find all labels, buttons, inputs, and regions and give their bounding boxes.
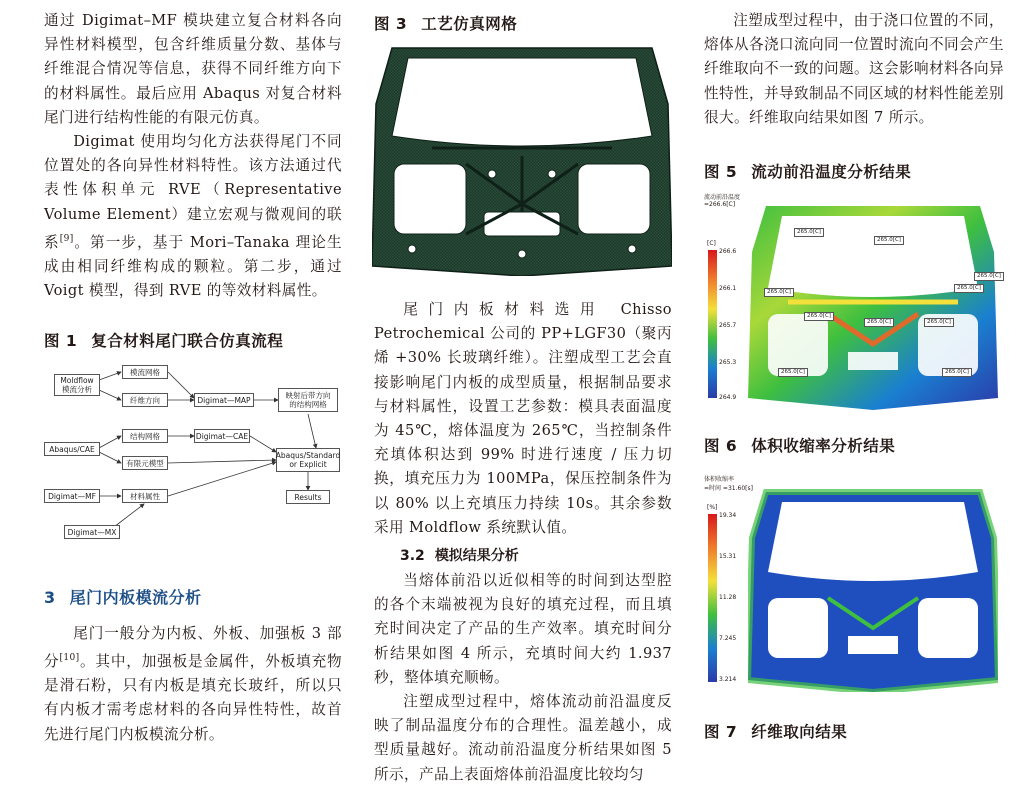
subsection-number: 3.2 — [400, 548, 425, 565]
paragraph-text: Digimat 使用均匀化方法获得尾门不同位置处的各向异性材料特性。该方法通过代表性体积单元 RVE（Representative Volume Element）建立宏观与微观间的联系 — [44, 133, 342, 251]
color-scale — [708, 250, 717, 398]
shrinkage-contour — [748, 488, 998, 692]
column-2-text — [374, 298, 672, 787]
probe-label: 265.0[C] — [778, 368, 808, 377]
citation: [10] — [59, 653, 80, 664]
legend-unit: [%] — [707, 504, 718, 511]
probe-label: 265.0[C] — [874, 236, 904, 245]
figure-6-caption — [704, 434, 1004, 456]
paragraph-text: 。第一步，基于 Mori–Tanaka 理论生成由相同纤维构成的颗粒。第二步，通过 Voigt 模型，得到 RVE 的等效材料属性。 — [44, 233, 342, 300]
section-number: 3 — [44, 588, 56, 607]
legend-tick: 7.245 — [719, 635, 737, 642]
flow-box-abaqus-standard: Abaqus/Standard or Explicit — [276, 448, 340, 472]
legend-tick: 15.31 — [719, 553, 737, 560]
paragraph-homogenization — [44, 130, 342, 303]
paragraph-material: 尾门内板材料选用 Chisso Petrochemical 公司的 PP+LGF30（聚丙烯 +30% 长玻璃纤维）。注塑成型工艺会直接影响尾门内板的成型质量，根据制品要求与材料属性，设置工艺参数：模具表面温度为 45℃，熔体温度为 265℃，当控制条件充填体积达到 99% 时进行速度 / 压力切换，填充压力为 100MPa，保压控制条件为以 80% 以上充填压力持续 10s。其余参数采用 Moldflow 系统默认值。 — [374, 301, 672, 536]
figure-number: 图 7 — [704, 723, 738, 741]
figure-number: 图 5 — [704, 163, 738, 182]
probe-label: 265.0[C] — [794, 228, 824, 237]
citation: [9] — [59, 233, 74, 244]
legend-tick: 266.1 — [719, 285, 737, 292]
probe-label: 265.0[C] — [954, 284, 984, 293]
temperature-contour — [748, 202, 998, 410]
column-3 — [704, 0, 1004, 182]
legend-subtitle: =266.6[C] — [704, 201, 736, 208]
legend-title: 流动前沿温度 — [704, 194, 741, 201]
figure-5-caption — [704, 160, 1004, 182]
flow-box-digimat-mf: Digimat—MF — [44, 489, 100, 503]
flow-box-digimat-mx: Digimat—MX — [64, 525, 120, 539]
subsection-title: 模拟结果分析 — [434, 548, 519, 565]
legend-tick: 11.28 — [719, 594, 737, 601]
paragraph-tailgate-parts — [44, 622, 342, 747]
figure-title: 流动前沿温度分析结果 — [751, 163, 912, 182]
color-scale — [708, 514, 717, 682]
flow-box-material-properties: 材料属性 — [122, 489, 168, 503]
flow-box-moldflow: Moldflow 模流分析 — [54, 374, 100, 396]
column-3-fig6 — [704, 434, 1004, 456]
flow-box-mapped-mesh: 映射后带方向 的结构网格 — [278, 388, 338, 412]
figure-number: 图 3 — [374, 15, 408, 33]
flow-box-results: Results — [286, 490, 330, 504]
probe-label: 265.0[C] — [924, 318, 954, 327]
flow-box-abaqus-cae: Abaqus/CAE — [44, 442, 100, 456]
probe-label: 265.0[C] — [764, 288, 794, 297]
column-3-fig7 — [704, 720, 1004, 742]
probe-label: 265.0[C] — [942, 368, 972, 377]
figure-6-plot — [704, 474, 1004, 692]
legend-tick: 265.7 — [719, 322, 737, 329]
column-1 — [44, 0, 342, 351]
flow-box-digimat-map: Digimat—MAP — [194, 393, 254, 407]
probe-label: 265.0[C] — [864, 318, 894, 327]
figure-title: 纤维取向结果 — [751, 723, 848, 741]
legend-tick: 264.9 — [719, 394, 737, 401]
paragraph-filling: 当熔体前沿以近似相等的时间到达型腔的各个末端被视为良好的填充过程，而且填充时间决定了产品的生产效率。填充时间分析结果如图 4 所示，充填时间大约 1.937 秒，整体填充顺畅。 — [374, 572, 672, 686]
figure-5-plot — [704, 192, 1004, 410]
figure-number: 图 6 — [704, 437, 738, 455]
figure-1-caption — [44, 329, 342, 351]
flow-box-struct-mesh: 结构网格 — [122, 429, 168, 443]
legend-subtitle: =时间 =31.60[s] — [704, 485, 753, 492]
flow-box-fiber-direction: 纤维方向 — [122, 393, 168, 407]
figure-number: 图 1 — [44, 332, 78, 351]
flow-box-mesh: 模流网格 — [122, 365, 168, 379]
figure-title: 复合材料尾门联合仿真流程 — [91, 332, 284, 351]
section-title: 尾门内板模流分析 — [69, 588, 202, 607]
paragraph-digimat-mf: 通过 Digimat–MF 模块建立复合材料各向异性材料模型，包含纤维质量分数、基体与纤维混合情况等信息，获得不同纤维方向下的材料属性。最后应用 Abaqus 对复合材料尾门进行结构性能的有限元仿真。 — [44, 12, 342, 126]
legend-tick: 19.34 — [719, 512, 737, 519]
paragraph-flow-front: 注塑成型过程中，熔体流动前沿温度反映了制品温度分布的合理性。温差越小，成型质量越好。流动前沿温度分析结果如图 5 所示，产品上表面熔体前沿温度比较均匀 — [374, 693, 672, 783]
paragraph-text: 。其中，加强板是金属件，外板填充物是滑石粉，只有内板是填充长玻纤，所以只有内板才需考虑材料的各向异性特性，故首先进行尾门内板模流分析。 — [44, 653, 342, 743]
flow-box-fe-model: 有限元模型 — [122, 456, 168, 470]
figure-7-caption — [704, 720, 1004, 742]
legend-title: 体积收缩率 — [704, 476, 735, 483]
legend-tick: 266.6 — [719, 248, 737, 255]
legend-unit: [C] — [707, 240, 716, 247]
figure-3-caption — [374, 12, 672, 34]
section-3-heading — [44, 585, 342, 608]
column-1-lower — [44, 585, 342, 747]
tailgate-mesh-image — [372, 44, 672, 276]
probe-label: 265.0[C] — [804, 312, 834, 321]
figure-title: 体积收缩率分析结果 — [751, 437, 896, 455]
probe-label: 265.0[C] — [974, 272, 1004, 281]
figure-title: 工艺仿真网格 — [421, 15, 518, 33]
flowchart — [44, 362, 374, 544]
flow-box-digimat-cae: Digimat—CAE — [194, 429, 250, 443]
subsection-3-2-heading — [400, 545, 672, 565]
legend-tick: 3.214 — [719, 676, 737, 683]
column-2 — [374, 0, 672, 34]
legend-tick: 265.3 — [719, 359, 737, 366]
paragraph-text: 尾门一般分为内板、外板、加强板 3 部分 — [44, 625, 342, 671]
paragraph-fiber-orientation: 注塑成型过程中，由于浇口位置的不同，熔体从各浇口流向同一位置时流向不同会产生纤维取向不一致的问题。这会影响材料各向异性特性，并导致制品不同区域的材料性能差别很大。纤维取向结果如图 7 所示。 — [704, 12, 1004, 126]
